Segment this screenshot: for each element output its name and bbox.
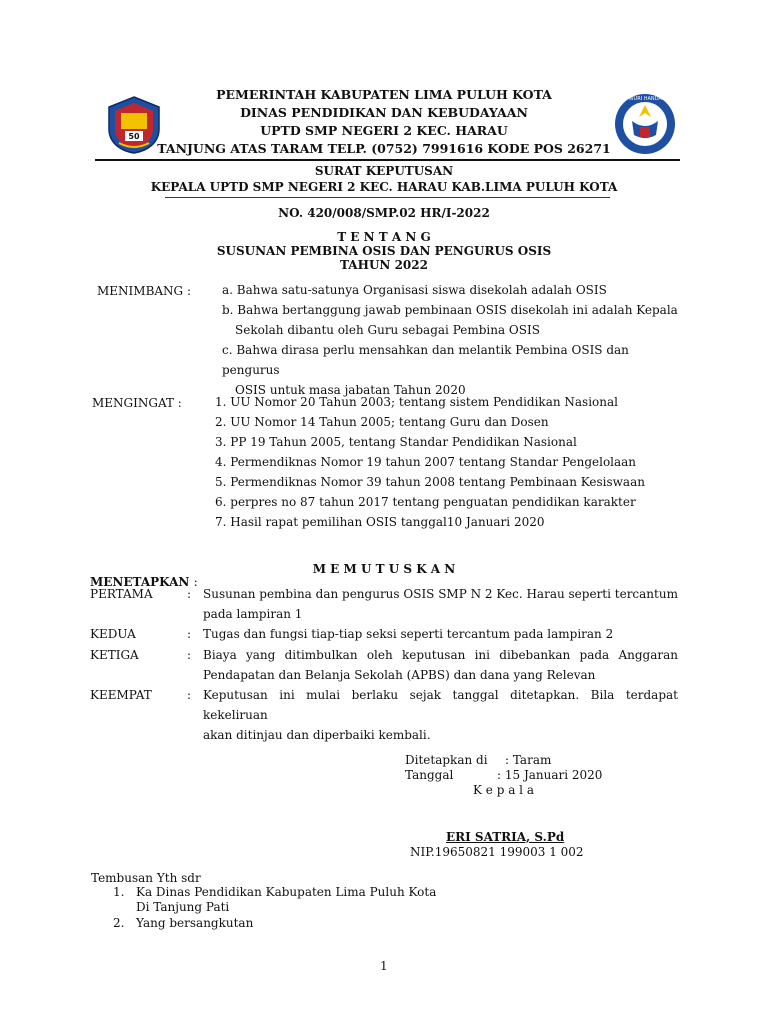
tembusan-line: Yang bersangkutan — [136, 916, 254, 930]
menimbang-item: Sekolah dibantu oleh Guru sebagai Pembina OSIS — [235, 323, 540, 337]
mengingat-label: MENGINGAT : — [92, 396, 182, 410]
ditetapkan-label: Ditetapkan di — [405, 753, 488, 767]
menetapkan-colon: : — [193, 575, 198, 589]
menetapkan-sep: : — [187, 587, 192, 601]
tentang-heading: T E N T A N G — [337, 230, 431, 244]
menetapkan-sep: : — [187, 648, 192, 662]
letterhead-divider — [95, 159, 680, 161]
menimbang-label: MENIMBANG : — [97, 284, 192, 298]
mengingat-item: 6. perpres no 87 tahun 2017 tentang penguatan pendidikan karakter — [215, 495, 636, 509]
menetapkan-value — [203, 584, 678, 624]
menetapkan-value-line: pada lampiran 1 — [203, 607, 303, 621]
mengingat-item: 7. Hasil rapat pemilihan OSIS tanggal10 Januari 2020 — [215, 515, 545, 529]
menimbang-item: b. Bahwa bertanggung jawab pembinaan OSIS disekolah ini adalah Kepala — [222, 303, 678, 317]
tembusan-line: Di Tanjung Pati — [136, 900, 230, 914]
menetapkan-value — [203, 685, 678, 745]
decree-number: NO. 420/008/SMP.02 HR/I-2022 — [278, 206, 490, 220]
tanggal-label: Tanggal — [405, 768, 454, 782]
decree-subject: SUSUNAN PEMBINA OSIS DAN PENGURUS OSIS — [216, 244, 552, 258]
title-underline — [165, 197, 610, 198]
tembusan-label: Tembusan Yth sdr — [91, 871, 201, 885]
tembusan-number: 1. — [113, 885, 125, 899]
letterhead-line-4: TANJUNG ATAS TARAM TELP. (0752) 7991616 KODE POS 26271 — [157, 141, 611, 156]
signer-name: ERI SATRIA, S.Pd — [446, 830, 565, 844]
menetapkan-value-line: Biaya yang ditimbulkan oleh keputusan ini dibebankan pada Anggaran — [203, 648, 678, 662]
signer-nip: NIP.19650821 199003 1 002 — [410, 845, 584, 859]
tembusan-number: 2. — [113, 916, 125, 930]
menetapkan-key: PERTAMA — [90, 587, 153, 601]
decree-issuer: KEPALA UPTD SMP NEGERI 2 KEC. HARAU KAB.LIMA PULUH KOTA — [150, 180, 618, 194]
mengingat-item: 4. Permendiknas Nomor 19 tahun 2007 tentang Standar Pengelolaan — [215, 455, 637, 469]
logo-left-number: 50 — [128, 132, 140, 141]
menimbang-item: OSIS untuk masa jabatan Tahun 2020 — [235, 383, 466, 397]
tembusan-line: Ka Dinas Pendidikan Kabupaten Lima Puluh Kota — [136, 885, 437, 899]
menimbang-list — [222, 280, 682, 400]
letterhead-line-2: DINAS PENDIDIKAN DAN KEBUDAYAAN — [240, 105, 528, 120]
mengingat-item: 5. Permendiknas Nomor 39 tahun 2008 tentang Pembinaan Kesiswaan — [215, 475, 645, 489]
kepala-title: K e p a l a — [473, 783, 534, 797]
signature-block — [405, 753, 665, 798]
menetapkan-sep: : — [187, 627, 192, 641]
menetapkan-value-line: Pendapatan dan Belanja Sekolah (APBS) dan dana yang Relevan — [203, 668, 596, 682]
menetapkan-value-line: akan ditinjau dan diperbaiki kembali. — [203, 728, 431, 742]
logo-right-motto: TUT WURI HANDAYANI — [617, 96, 673, 102]
menetapkan-key: KEEMPAT — [90, 688, 152, 702]
menetapkan-value-line: Keputusan ini mulai berlaku sejak tanggal ditetapkan. Bila terdapat kekeliruan — [203, 688, 678, 722]
menetapkan-key: KEDUA — [90, 627, 136, 641]
ditetapkan-value: : Taram — [505, 753, 552, 767]
menetapkan-value — [203, 645, 678, 685]
menetapkan-sep: : — [187, 688, 192, 702]
mengingat-item: 3. PP 19 Tahun 2005, tentang Standar Pendidikan Nasional — [215, 435, 577, 449]
memutuskan-heading: M E M U T U S K A N — [312, 562, 456, 576]
mengingat-item: 1. UU Nomor 20 Tahun 2003; tentang sistem Pendidikan Nasional — [215, 395, 618, 409]
tanggal-value: : 15 Januari 2020 — [497, 768, 603, 782]
letterhead-line-1: PEMERINTAH KABUPATEN LIMA PULUH KOTA — [216, 87, 552, 102]
tembusan-item — [113, 916, 513, 931]
menetapkan-value-line: Susunan pembina dan pengurus OSIS SMP N 2 Kec. Harau seperti tercantum — [203, 587, 678, 601]
tembusan-list — [113, 885, 513, 931]
menetapkan-key: KETIGA — [90, 648, 139, 662]
letterhead-line-3: UPTD SMP NEGERI 2 KEC. HARAU — [260, 123, 508, 138]
tembusan-item — [113, 885, 513, 915]
decree-title: SURAT KEPUTUSAN — [314, 164, 454, 178]
mengingat-item: 2. UU Nomor 14 Tahun 2005; tentang Guru dan Dosen — [215, 415, 549, 429]
decree-year: TAHUN 2022 — [340, 258, 428, 272]
page-number: 1 — [380, 959, 388, 973]
menetapkan-value-line: Tugas dan fungsi tiap-tiap seksi seperti tercantum pada lampiran 2 — [203, 627, 614, 641]
menetapkan-value — [203, 624, 678, 644]
menimbang-item: c. Bahwa dirasa perlu mensahkan dan melantik Pembina OSIS dan pengurus — [222, 343, 629, 377]
menetapkan-text: MENETAPKAN — [90, 575, 190, 589]
mengingat-list — [215, 392, 685, 532]
menimbang-item: a. Bahwa satu-satunya Organisasi siswa disekolah adalah OSIS — [222, 283, 607, 297]
